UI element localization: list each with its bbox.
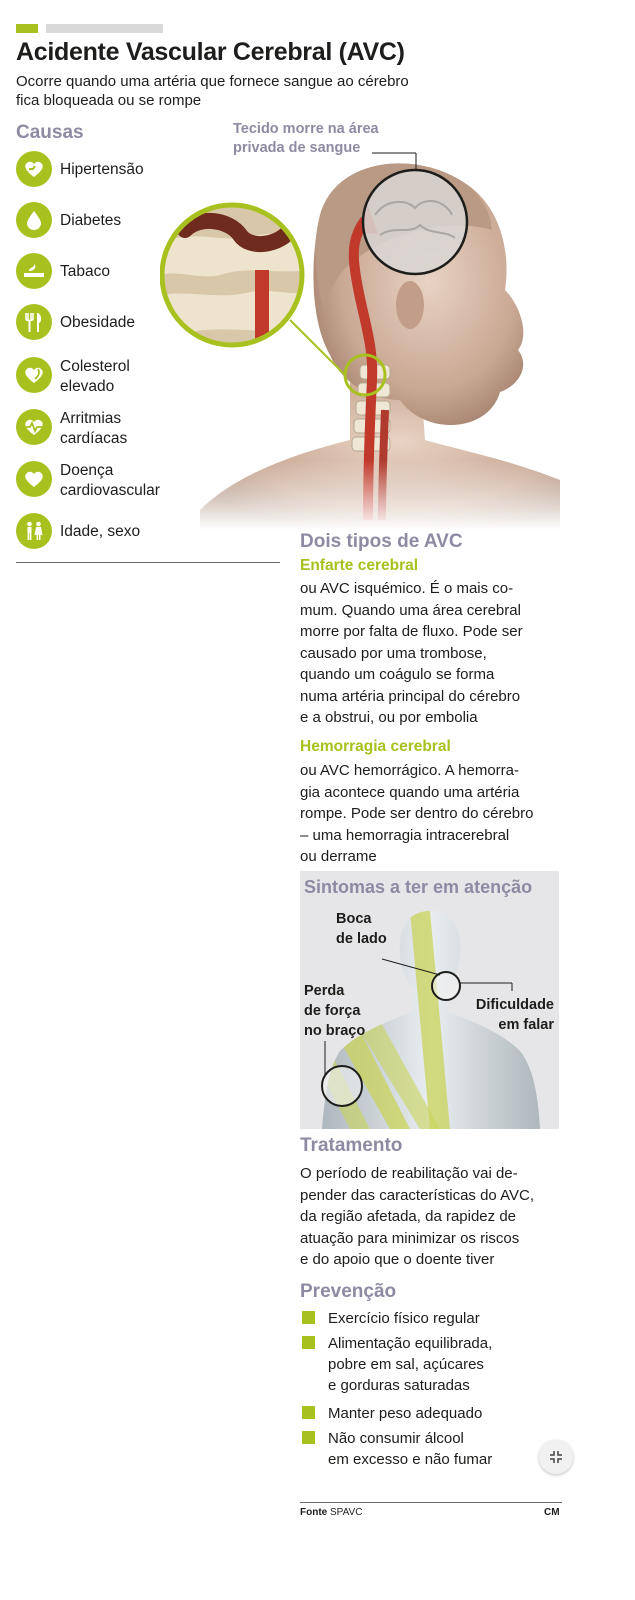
heart-icon	[16, 357, 52, 393]
symptom-mouth-label: Boca de lado	[336, 911, 387, 947]
collapse-view-button[interactable]	[539, 1440, 573, 1474]
cigarette-icon	[16, 253, 52, 289]
cause-item-cardiovascular: Doença cardiovascular	[16, 461, 278, 501]
causes-divider	[16, 562, 280, 563]
symptom-arm-label: Perda de força no braço	[304, 983, 366, 1039]
people-icon	[16, 513, 52, 549]
symptom-speech-label: Dificuldade em falar	[475, 997, 554, 1033]
heart-pressure-icon	[16, 151, 52, 187]
page-subtitle: Ocorre quando uma artéria que fornece sangue ao cérebro fica bloqueada ou se rompe	[16, 73, 409, 109]
symptoms-title: Sintomas a ter em atenção	[304, 877, 533, 897]
infarct-heading: Enfarte cerebral	[300, 557, 419, 574]
bullet-square-icon	[302, 1431, 315, 1444]
cause-item-cholesterol: Colesterol elevado	[16, 357, 278, 397]
drop-icon	[16, 202, 52, 238]
hemorrhage-text: ou AVC hemorrágico. A hemorra- gia acontece quando uma artéria rompe. Pode ser dentro do cérebro – uma hemorragia intracerebral ou derrame	[300, 762, 534, 865]
cause-item-arrhythmia: Arritmias cardíacas	[16, 409, 278, 449]
collapse-arrows-icon	[548, 1449, 564, 1465]
infarct-text: ou AVC isquémico. É o mais co- mum. Quando uma área cerebral morre por falta de fluxo. Pode ser causado por uma trombose, quando um coágulo se forma numa artéria principal do cérebro e a obstrui, ou por embolia	[300, 580, 523, 726]
causes-title: Causas	[16, 122, 84, 143]
cause-item-diabetes: Diabetes	[16, 202, 278, 242]
header-accent-bar	[16, 24, 38, 33]
cutlery-icon	[16, 304, 52, 340]
bullet-square-icon	[302, 1406, 315, 1419]
footer-divider	[300, 1502, 562, 1503]
cause-item-age-sex: Idade, sexo	[16, 513, 278, 553]
symptoms-panel	[300, 871, 559, 1129]
tissue-annotation: Tecido morre na área privada de sangue	[233, 121, 379, 156]
cause-item-tobacco: Tabaco	[16, 253, 278, 293]
treatment-title: Tratamento	[300, 1135, 403, 1156]
cause-item-hypertension: Hipertensão	[16, 151, 278, 191]
page-title: Acidente Vascular Cerebral (AVC)	[16, 38, 405, 66]
bullet-square-icon	[302, 1311, 315, 1324]
types-title: Dois tipos de AVC	[300, 531, 463, 552]
heart-outline-icon	[16, 461, 52, 497]
cause-item-obesity: Obesidade	[16, 304, 278, 344]
head-artery-illustration	[160, 120, 560, 530]
prevention-title: Prevenção	[300, 1281, 397, 1302]
header-grey-bar	[46, 24, 163, 33]
footer-credit: CM	[544, 1507, 560, 1518]
bullet-square-icon	[302, 1336, 315, 1349]
treatment-text: O período de reabilitação vai de- pender das características do AVC, da região afetada, da rapidez de atuação para minimizar os riscos e do apoio que o doente tiver	[300, 1165, 535, 1268]
hemorrhage-heading: Hemorragia cerebral	[300, 738, 451, 755]
heart-pulse-icon	[16, 409, 52, 445]
footer-source: Fonte SPAVC	[300, 1507, 363, 1518]
